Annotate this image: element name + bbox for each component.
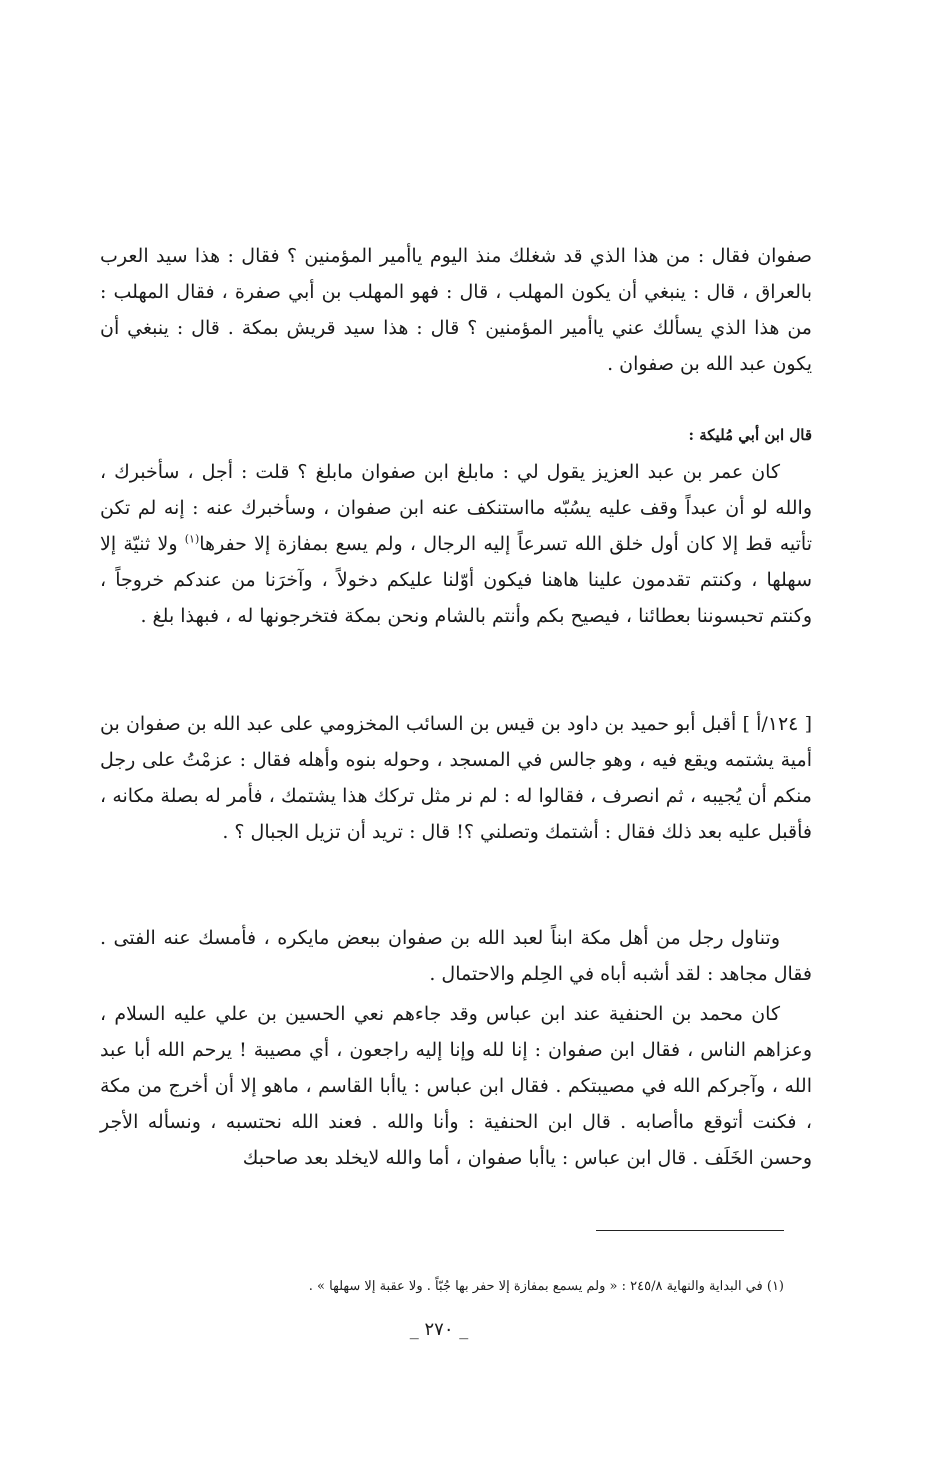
footnote-reference: (١) [184, 532, 200, 546]
paragraph-3: [ ١٢٤/أ ] أقبل أبو حميد بن داود بن قيس بن السائب المخزومي على عبد الله بن صفوان بن أمية يشتمه ويقع فيه ، وهو جالس في المسجد ، وحوله بنوه وأهله فقال : عزمْتُ على رجل منكم أن يُجيبه ، ثم انصرف ، فقالوا له : لم نر مثل تركك هذا يشتمك ، فأمر له بصلة مكانه ، فأقبل عليه بعد ذلك فقال : أشتمك وتصلني ؟! قال : تريد أن تزيل الجبال ؟ . [100, 713, 812, 843]
paragraph-2-rest: ولا ثنيّة إلا سهلها ، وكنتم تقدمون علينا هاهنا فيكون أوّلنا عليكم دخولاً ، وآخرَنا من عندكم خروجاً ، وكنتم تحبسوننا بعطائنا ، فيصيح بكم وأنتم بالشام ونحن بمكة فتخرجونها له ، فبهذا بلغ . [100, 533, 812, 627]
paragraph-5: كان محمد بن الحنفية عند ابن عباس وقد جاءهم نعي الحسين بن علي عليه السلام ، وعزاهم الناس ، فقال ابن صفوان : إنا لله وإنا إليه راجعون ، أي مصيبة ! يرحم الله أبا عبد الله ، وآجركم الله في مصيبتكم . فقال ابن عباس : ياأبا القاسم ، ماهو إلا أن أخرج من مكة ، فكنت أتوقع ماأصابه . قال ابن الحنفية : وأنا والله . فعند الله نحتسبه ، ونسأله الأجر وحسن الخَلَف . قال ابن عباس : ياأبا صفوان ، أما والله لايخلد بعد صاحبك [100, 1003, 812, 1169]
paragraph-2 [100, 454, 812, 634]
section-heading: قال ابن أبي مُليكة : [688, 426, 812, 444]
page-number: _ ٢٧٠ _ [409, 1319, 469, 1340]
paragraph-4: وتناول رجل من أهل مكة ابناً لعبد الله بن صفوان ببعض مايكره ، فأمسك عنه الفتى . فقال مجاهد : لقد أشبه أباه في الحِلم والاحتمال . [100, 927, 812, 985]
footnote: (١) في البداية والنهاية ٢٤٥/٨ : « ولم يسمع بمفازة إلا حفر بها جُبّاً . ولا عقبة إلا سهلها » . [308, 1279, 784, 1294]
paragraph-1: صفوان فقال : من هذا الذي قد شغلك منذ اليوم ياأمير المؤمنين ؟ فقال : هذا سيد العرب بالعراق ، قال : ينبغي أن يكون المهلب ، قال : فهو المهلب بن أبي صفرة ، فقال المهلب : من هذا الذي يسألك عني ياأمير المؤمنين ؟ قال : هذا سيد قريش بمكة . قال : ينبغي أن يكون عبد الله بن صفوان . [100, 245, 812, 375]
paragraph-2-main: كان عمر بن عبد العزيز يقول لي : مابلغ ابن صفوان مابلغ ؟ قلت : أجل ، سأخبرك ، والله لو أن عبداً وقف عليه يسُبّه مااستنكف عنه ابن صفوان ، وسأخبرك عنه : إنه لم تكن تأتيه قط إلا كان أول خلق الله تسرعاً إليه الرجال ، ولم يسع بمفازة إلا حفرها [100, 461, 813, 555]
footnote-divider [596, 1230, 784, 1231]
